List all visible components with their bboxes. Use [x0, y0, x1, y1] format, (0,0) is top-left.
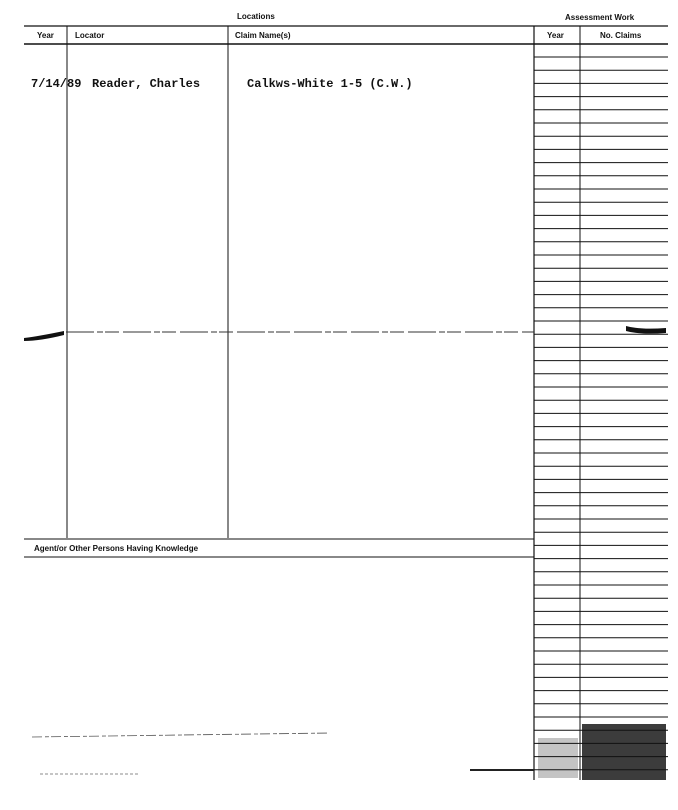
locator-column-header: Locator: [75, 31, 105, 40]
entry-locator: Reader, Charles: [92, 77, 201, 91]
entry-year: 7/14/89: [31, 77, 82, 91]
locations-label: Locations: [237, 12, 275, 21]
agent-label: Agent/or Other Persons Having Knowledge: [34, 544, 199, 553]
assessment-work-label: Assessment Work: [565, 13, 635, 22]
assessment-year-column-header: Year: [547, 31, 564, 40]
entry-claim-names: Calkws-White 1-5 (C.W.): [247, 77, 413, 91]
no-claims-column-header: No. Claims: [600, 31, 642, 40]
year-column-header: Year: [37, 31, 54, 40]
claim-names-column-header: Claim Name(s): [235, 31, 291, 40]
